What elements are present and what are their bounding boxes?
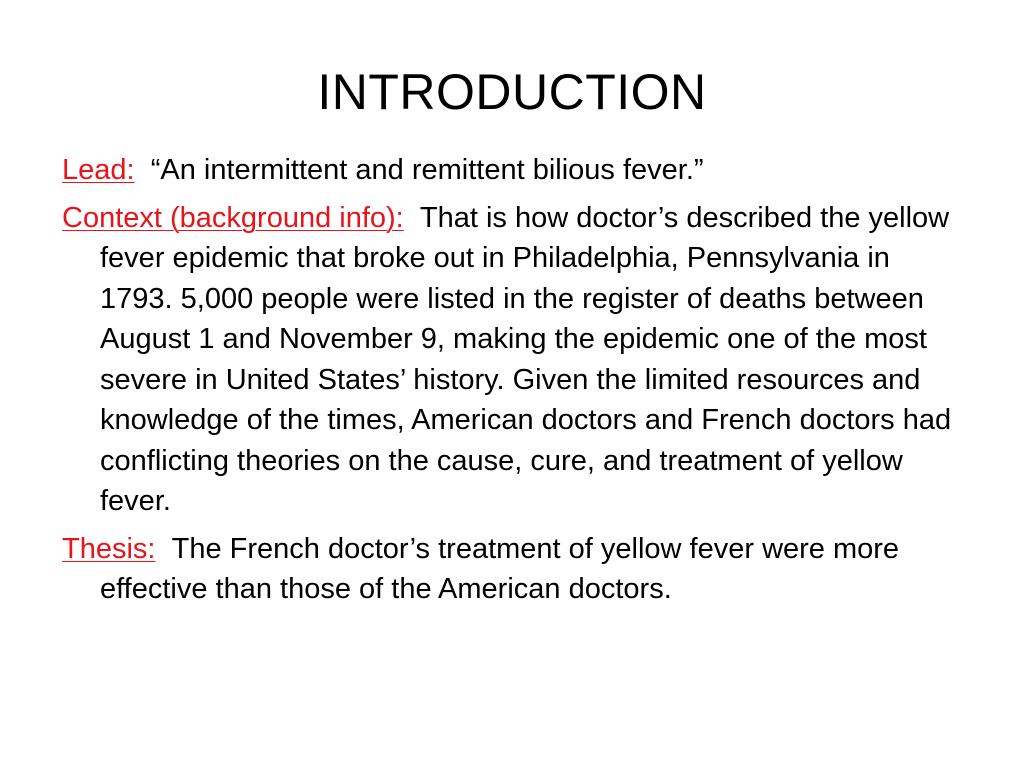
paragraph-lead — [62, 150, 967, 191]
thesis-text: The French doctor’s treatment of yellow fever were more effective than those of the American doctors. — [100, 532, 900, 605]
paragraph-context — [62, 198, 967, 522]
lead-label: Lead: — [62, 154, 135, 186]
lead-text: “An intermittent and remittent bilious fever.” — [150, 154, 704, 186]
context-text: That is how doctor’s described the yellow fever epidemic that broke out in Philadelphia, Pennsylvania in 1793. 5,000 people were listed in the register of deaths between August 1 and November 9, making the epidemic one of the most severe in United States’ history. Given the limited resources and knowledge of the times, American doctors and French doctors had conflicting theories on the cause, cure, and treatment of yellow fever. — [100, 201, 952, 517]
paragraph-thesis — [62, 529, 967, 610]
slide-title: INTRODUCTION — [317, 64, 707, 120]
context-label: Context (background info): — [62, 201, 404, 234]
slide-body — [62, 150, 967, 617]
thesis-label: Thesis: — [62, 532, 156, 565]
